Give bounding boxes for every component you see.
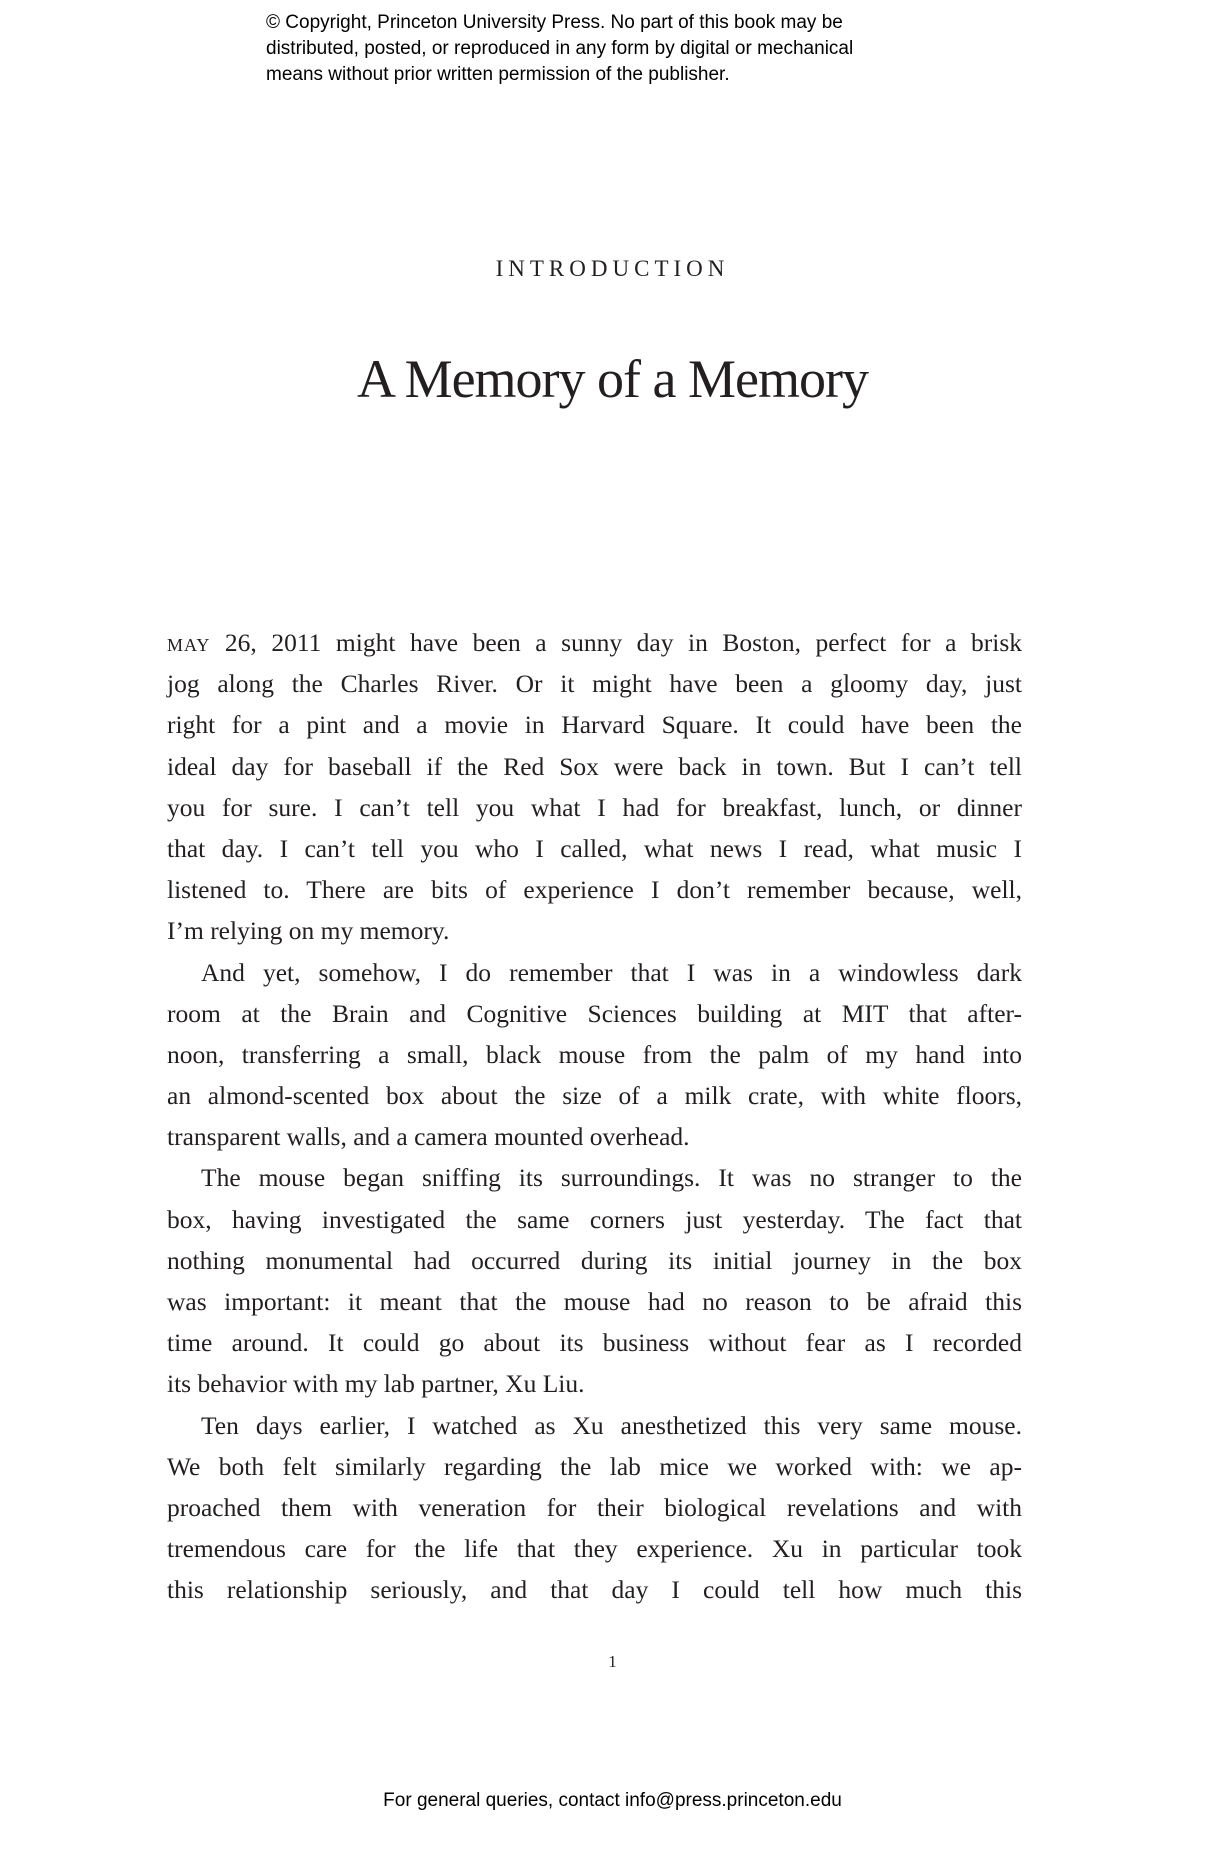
text-line [167, 1116, 1022, 1157]
body-text [167, 622, 1022, 1611]
line-text: you for sure. I can’t tell you what I had for breakfast, lunch, or dinner [167, 792, 1022, 822]
paragraph [167, 622, 1022, 952]
text-line [167, 787, 1022, 828]
copyright-line: means without prior written permission of the publisher. [266, 64, 730, 85]
line-text: nothing monumental had occurred during its initial journey in the box [167, 1245, 1022, 1275]
text-line [167, 1199, 1022, 1240]
copyright-line: distributed, posted, or reproduced in any form by digital or mechanical [266, 38, 854, 59]
text-line [167, 622, 1022, 663]
line-text: box, having investigated the same corners just yesterday. The fact that [167, 1204, 1022, 1234]
text-line [167, 663, 1022, 704]
line-text: The mouse began sniffing its surroundings. It was no stranger to the [201, 1163, 1022, 1193]
text-line [167, 869, 1022, 910]
line-text: 26, 2011 might have been a sunny day in Boston, perfect for a brisk [210, 628, 1022, 657]
line-text: right for a pint and a movie in Harvard Square. It could have been the [167, 710, 1022, 740]
line-text: ideal day for baseball if the Red Sox were back in town. But I can’t tell [167, 751, 1022, 781]
text-line [167, 704, 1022, 745]
line-text: listened to. There are bits of experience I don’t remember because, well, [167, 875, 1022, 905]
line-text: noon, transferring a small, black mouse from the palm of my hand into [167, 1039, 1022, 1069]
line-text: And yet, somehow, I do remember that I was in a windowless dark [201, 957, 1022, 987]
line-text: Ten days earlier, I watched as Xu anesthetized this very same mouse. [201, 1410, 1022, 1440]
line-text: time around. It could go about its business without fear as I recorded [167, 1328, 1022, 1358]
text-line [167, 828, 1022, 869]
line-text: an almond-scented box about the size of a milk crate, with white floors, [167, 1081, 1022, 1111]
line-text: proached them with veneration for their biological revelations and with [167, 1492, 1022, 1522]
chapter-title: A Memory of a Memory [357, 349, 868, 409]
page-number: 1 [608, 1652, 617, 1671]
line-text: jog along the Charles River. Or it might have been a gloomy day, just [167, 669, 1022, 699]
copyright-notice [266, 10, 853, 88]
text-line [167, 1405, 1022, 1446]
chapter-label: INTRODUCTION [495, 256, 730, 281]
text-line [167, 1322, 1022, 1363]
line-text: room at the Brain and Cognitive Sciences building at MIT that after- [167, 998, 1022, 1028]
paragraph [167, 952, 1022, 1158]
text-line [167, 910, 1022, 951]
text-line [167, 1281, 1022, 1322]
text-line [167, 1034, 1022, 1075]
text-line [167, 1569, 1022, 1610]
line-text: I’m relying on my memory. [167, 916, 450, 946]
text-line [167, 746, 1022, 787]
line-text: transparent walls, and a camera mounted overhead. [167, 1122, 690, 1152]
paragraph [167, 1405, 1022, 1611]
footer-contact: For general queries, contact info@press.princeton.edu [383, 1790, 842, 1811]
text-line [167, 1240, 1022, 1281]
text-line [167, 1157, 1022, 1198]
text-line [167, 1363, 1022, 1404]
text-line [167, 1528, 1022, 1569]
text-line [167, 952, 1022, 993]
text-line [167, 1075, 1022, 1116]
line-text: this relationship seriously, and that day I could tell how much this [167, 1575, 1022, 1605]
opening-small-caps: may [167, 628, 211, 657]
line-text: that day. I can’t tell you who I called, what news I read, what music I [167, 833, 1022, 863]
line-text: We both felt similarly regarding the lab mice we worked with: we ap- [167, 1451, 1022, 1481]
text-line [167, 1446, 1022, 1487]
line-text: was important: it meant that the mouse had no reason to be afraid this [167, 1287, 1022, 1316]
line-text: tremendous care for the life that they experience. Xu in particular took [167, 1534, 1022, 1564]
text-line [167, 1487, 1022, 1528]
text-line [167, 993, 1022, 1034]
line-text: its behavior with my lab partner, Xu Liu. [167, 1369, 585, 1399]
copyright-line: © Copyright, Princeton University Press. No part of this book may be [266, 12, 843, 33]
paragraph [167, 1157, 1022, 1404]
